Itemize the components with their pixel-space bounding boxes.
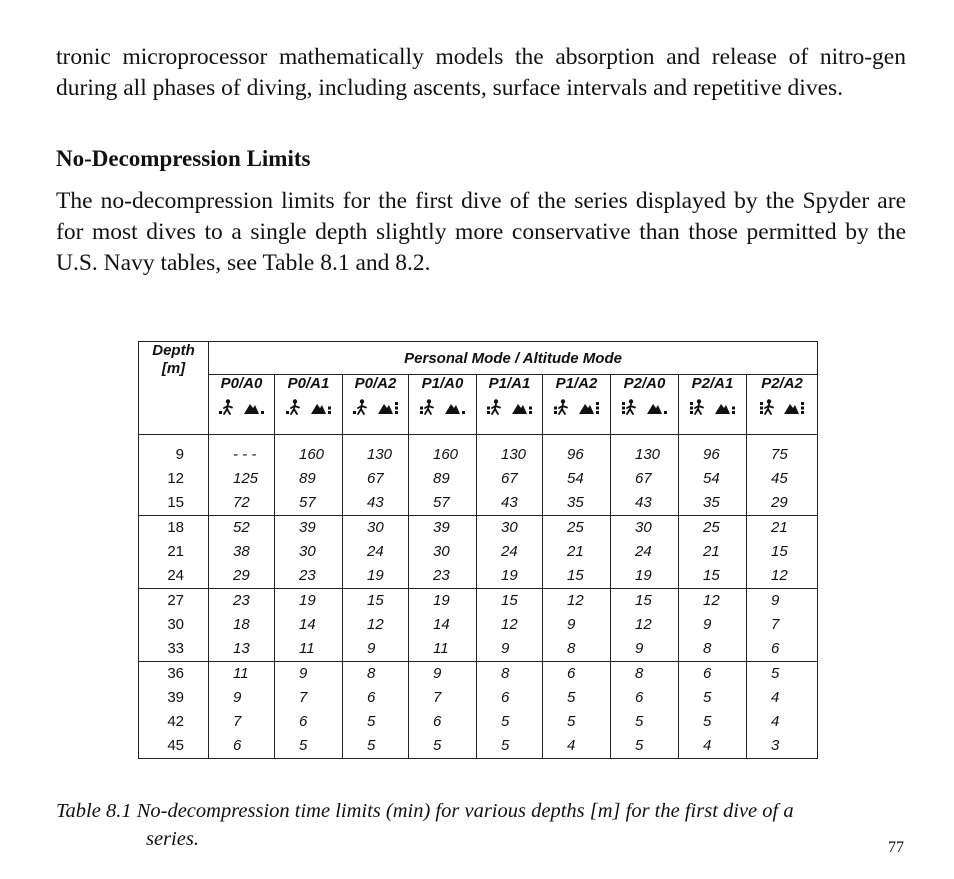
depth-cell: 15: [139, 491, 209, 516]
limit-cell: 12: [747, 564, 818, 589]
limit-cell: 6: [233, 737, 242, 754]
mode-label: P2/A1: [691, 375, 734, 392]
limit-cell: 23: [275, 564, 343, 589]
mode-icons: [275, 398, 342, 416]
limit-cell: 5: [747, 662, 818, 687]
limit-cell: 130: [611, 435, 679, 468]
diver-icon: [689, 398, 709, 416]
limit-cell: 11: [209, 662, 275, 687]
mode-header-p1-a0: [409, 375, 477, 435]
mode-icons: [747, 398, 817, 416]
limit-cell: 160: [409, 435, 477, 468]
table-row: [139, 589, 818, 614]
limit-cell: 6: [275, 710, 343, 734]
limit-cell: 30: [275, 540, 343, 564]
mode-icons: [679, 398, 746, 416]
limit-cell: 5: [275, 734, 343, 759]
diver-icon: [759, 398, 779, 416]
depth-cell: 45: [139, 734, 209, 759]
diver-icon: [352, 398, 372, 416]
limit-cell: 89: [275, 467, 343, 491]
limit-cell: 18: [233, 616, 250, 633]
limit-cell: 5: [409, 734, 477, 759]
limit-cell: 9: [409, 662, 477, 687]
limit-cell: 6: [747, 637, 818, 662]
limit-cell: 5: [543, 710, 611, 734]
mountain-icon: [783, 398, 805, 416]
limit-cell: 7: [409, 686, 477, 710]
limit-cell: 25: [679, 516, 747, 541]
diver-icon: [621, 398, 641, 416]
mode-header-p2-a2: [747, 375, 818, 435]
table-body: [139, 435, 818, 759]
limit-cell: 5: [611, 734, 679, 759]
limit-cell: 67: [477, 467, 543, 491]
limit-cell: 130: [343, 435, 409, 468]
diver-icon: [486, 398, 506, 416]
mode-icons: [343, 398, 408, 416]
limit-cell: 4: [747, 710, 818, 734]
limit-cell: 12: [611, 613, 679, 637]
limit-cell: 39: [275, 516, 343, 541]
limit-cell: 6: [477, 686, 543, 710]
depth-cell: 30: [139, 613, 209, 637]
table-row: [139, 613, 818, 637]
limit-cell: 67: [343, 467, 409, 491]
limit-cell: 15: [343, 589, 409, 614]
limit-cell: 8: [679, 637, 747, 662]
limit-cell: 30: [343, 516, 409, 541]
limit-cell: 5: [477, 710, 543, 734]
depth-cell: 39: [139, 686, 209, 710]
limit-cell: 14: [409, 613, 477, 637]
limit-cell: 19: [477, 564, 543, 589]
limit-cell: 89: [409, 467, 477, 491]
limit-cell: 43: [343, 491, 409, 516]
diver-icon: [218, 398, 238, 416]
limit-cell: 21: [543, 540, 611, 564]
limit-cell: 38: [233, 543, 250, 560]
mode-header-p0-a1: [275, 375, 343, 435]
table-row: [139, 491, 818, 516]
limit-cell: - - -: [209, 435, 275, 468]
mountain-icon: [578, 398, 600, 416]
limit-cell: 15: [543, 564, 611, 589]
limit-cell: 3: [747, 734, 818, 759]
table-row: [139, 564, 818, 589]
mode-header-p2-a0: [611, 375, 679, 435]
table-row: [139, 710, 818, 734]
limit-cell: 8: [477, 662, 543, 687]
limit-cell: 24: [611, 540, 679, 564]
mode-header-row: [139, 375, 818, 435]
limit-cell: 11: [275, 637, 343, 662]
limit-cell: 19: [611, 564, 679, 589]
caption-line-1: Table 8.1 No-decompression time limits (min) for various depths [m] for the first dive of a: [56, 800, 794, 822]
limit-cell: 5: [611, 710, 679, 734]
limit-cell: 5: [343, 734, 409, 759]
limit-cell: 19: [409, 589, 477, 614]
mode-icons: [477, 398, 542, 416]
mode-header-p0-a0: [209, 375, 275, 435]
limit-cell: 8: [343, 662, 409, 687]
limit-cell: 6: [409, 710, 477, 734]
limit-cell: 6: [543, 662, 611, 687]
limit-cell: 9: [275, 662, 343, 687]
limit-cell: 8: [543, 637, 611, 662]
mode-icons: [543, 398, 610, 416]
limit-cell: 7: [747, 613, 818, 637]
mode-label: P2/A0: [623, 375, 666, 392]
mode-label: P1/A0: [421, 375, 464, 392]
limit-cell: 30: [409, 540, 477, 564]
diver-icon: [285, 398, 305, 416]
mountain-icon: [310, 398, 332, 416]
mountain-icon: [646, 398, 668, 416]
limit-cell: 5: [543, 686, 611, 710]
limit-cell: 9: [679, 613, 747, 637]
body-paragraph-1: tronic microprocessor mathematically models the absorption and release of nitro-gen during all phases of diving, including ascents, surface intervals and repetitive dives.: [56, 44, 906, 101]
mode-label: P0/A1: [287, 375, 330, 392]
limit-cell: 57: [409, 491, 477, 516]
table-row: [139, 637, 818, 662]
limit-cell: 52: [209, 516, 275, 541]
limit-cell: 9: [233, 689, 242, 706]
table-row: [139, 734, 818, 759]
mode-icons: [209, 398, 274, 416]
depth-cell: 27: [139, 589, 209, 614]
table-caption: [56, 797, 901, 853]
limit-cell: 21: [679, 540, 747, 564]
limit-cell: 57: [275, 491, 343, 516]
mountain-icon: [444, 398, 466, 416]
mode-label: P0/A2: [354, 375, 397, 392]
mode-label: P2/A2: [761, 375, 803, 392]
limit-cell: 4: [747, 686, 818, 710]
limit-cell: 23: [209, 589, 275, 614]
limit-cell: 6: [679, 662, 747, 687]
table-row: [139, 686, 818, 710]
mode-group-header: Personal Mode / Altitude Mode: [209, 342, 818, 375]
limit-cell: 5: [477, 734, 543, 759]
depth-cell: 9: [139, 435, 209, 468]
mode-header-p1-a1: [477, 375, 543, 435]
depth-header-unit: [m]: [161, 360, 186, 377]
mode-icons: [409, 398, 476, 416]
section-heading: No-Decompression Limits: [56, 146, 311, 171]
limit-cell: 6: [611, 686, 679, 710]
depth-cell: 24: [139, 564, 209, 589]
limit-cell: 54: [543, 467, 611, 491]
limit-cell: 23: [409, 564, 477, 589]
body-paragraph-2: The no-decompression limits for the first dive of the series displayed by the Spyder are for most dives to a single depth slightly more conservative than those permitted by the U.S. Navy tables, see Table 8.1 and 8.2.: [56, 188, 906, 276]
limit-cell: 4: [543, 734, 611, 759]
mode-header-p2-a1: [679, 375, 747, 435]
no-decompression-table: [138, 341, 818, 759]
mountain-icon: [511, 398, 533, 416]
limit-cell: 12: [543, 589, 611, 614]
limit-cell: 9: [611, 637, 679, 662]
depth-cell: 36: [139, 662, 209, 687]
diver-icon: [553, 398, 573, 416]
limit-cell: 160: [275, 435, 343, 468]
depth-header: [139, 342, 209, 435]
limit-cell: 19: [275, 589, 343, 614]
diver-icon: [419, 398, 439, 416]
limit-cell: 7: [275, 686, 343, 710]
limit-cell: 75: [747, 435, 818, 468]
mountain-icon: [377, 398, 399, 416]
limit-cell: 30: [611, 516, 679, 541]
limit-cell: 125: [233, 470, 259, 487]
limit-cell: 72: [233, 494, 250, 511]
limit-cell: 45: [747, 467, 818, 491]
limit-cell: 21: [747, 516, 818, 541]
limit-cell: 12: [679, 589, 747, 614]
limit-cell: 5: [343, 710, 409, 734]
depth-cell: 12: [139, 467, 209, 491]
limit-cell: 130: [477, 435, 543, 468]
limit-cell: 15: [679, 564, 747, 589]
limit-cell: 6: [343, 686, 409, 710]
limit-cell: 67: [611, 467, 679, 491]
mode-icons: [611, 398, 678, 416]
table-row: [139, 540, 818, 564]
limit-cell: 19: [343, 564, 409, 589]
limit-cell: 39: [409, 516, 477, 541]
limit-cell: 9: [543, 613, 611, 637]
limit-cell: 14: [275, 613, 343, 637]
limit-cell: 29: [233, 567, 250, 584]
limit-cell: 54: [679, 467, 747, 491]
depth-header-label: Depth: [152, 342, 195, 359]
limit-cell: 96: [543, 435, 611, 468]
limit-cell: 43: [611, 491, 679, 516]
mode-label: P1/A1: [488, 375, 531, 392]
depth-cell: 42: [139, 710, 209, 734]
limit-cell: 24: [343, 540, 409, 564]
limit-cell: 5: [679, 686, 747, 710]
limit-cell: 12: [477, 613, 543, 637]
depth-cell: 33: [139, 637, 209, 662]
limit-cell: 25: [543, 516, 611, 541]
mountain-icon: [243, 398, 265, 416]
depth-cell: 18: [139, 516, 209, 541]
mode-label: P0/A0: [220, 375, 263, 392]
limit-cell: 13: [233, 640, 250, 657]
page-number: 77: [888, 839, 904, 856]
limit-cell: 9: [747, 589, 818, 614]
limit-cell: 9: [343, 637, 409, 662]
limit-cell: 12: [343, 613, 409, 637]
depth-cell: 21: [139, 540, 209, 564]
limit-cell: 7: [233, 713, 242, 730]
table-row: [139, 435, 818, 468]
limit-cell: 43: [477, 491, 543, 516]
limit-cell: 29: [747, 491, 818, 516]
caption-line-2: series.: [146, 828, 199, 850]
limit-cell: 35: [679, 491, 747, 516]
limit-cell: 11: [409, 637, 477, 662]
table-row: [139, 467, 818, 491]
limit-cell: 4: [679, 734, 747, 759]
limit-cell: 30: [477, 516, 543, 541]
mountain-icon: [714, 398, 736, 416]
table-row: [139, 662, 818, 687]
limit-cell: 24: [477, 540, 543, 564]
mode-label: P1/A2: [555, 375, 598, 392]
limit-cell: 15: [477, 589, 543, 614]
limit-cell: 9: [477, 637, 543, 662]
limit-cell: 15: [747, 540, 818, 564]
limit-cell: 5: [679, 710, 747, 734]
limit-cell: 15: [611, 589, 679, 614]
mode-header-p0-a2: [343, 375, 409, 435]
limit-cell: 96: [679, 435, 747, 468]
table-row: [139, 516, 818, 541]
limit-cell: 35: [543, 491, 611, 516]
limit-cell: 8: [611, 662, 679, 687]
mode-header-p1-a2: [543, 375, 611, 435]
